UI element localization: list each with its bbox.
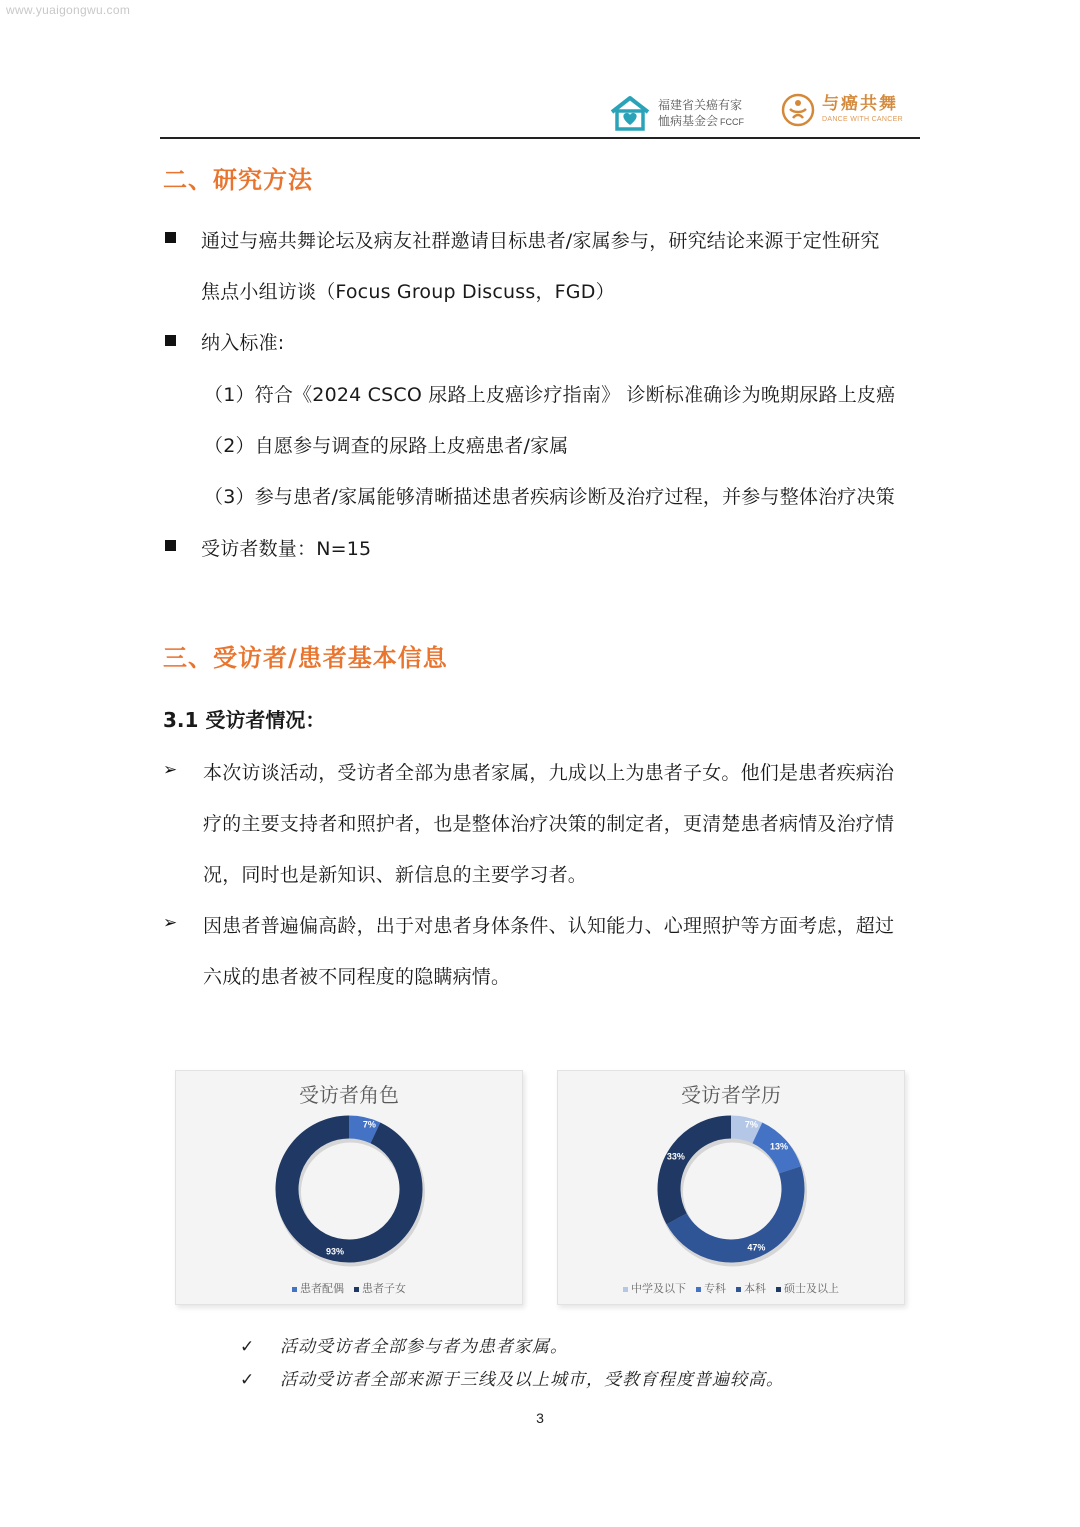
header-divider — [160, 137, 920, 139]
fccf-line2: 恤病基金会 — [658, 113, 719, 128]
chart-respondent-education — [557, 1070, 905, 1305]
legend-label: 硕士及以上 — [784, 1282, 839, 1295]
watermark: www.yuaigongwu.com — [6, 3, 131, 17]
chart-respondent-role — [175, 1070, 523, 1305]
legend-label: 患者配偶 — [300, 1282, 344, 1295]
legend-item — [623, 1280, 686, 1296]
subsection-title: 3.1 受访者情况： — [163, 708, 326, 732]
house-heart-icon — [608, 94, 652, 132]
legend-swatch — [623, 1287, 628, 1292]
respondent-count: 受访者数量：N=15 — [201, 538, 372, 560]
dance-with-cancer-logo — [780, 92, 903, 128]
check-mark-icon: ✓ — [240, 1370, 256, 1390]
bullet-square-icon — [165, 540, 176, 551]
para2-line-1: 因患者普遍偏高龄，出于对患者身体条件、认知能力、心理照护等方面考虑，超过 — [203, 915, 895, 937]
legend-swatch — [736, 1287, 741, 1292]
page-number: 3 — [536, 1410, 544, 1426]
arrow-bullet-icon: ➢ — [163, 913, 178, 933]
method-line-1: 通过与癌共舞论坛及病友社群邀请目标患者/家属参与，研究结论来源于定性研究 — [201, 230, 880, 252]
legend-swatch — [354, 1287, 359, 1292]
donut-label: 47% — [747, 1242, 766, 1253]
legend-label: 本科 — [744, 1282, 766, 1295]
donut-slice-患者子女 — [287, 1127, 411, 1251]
chart-legend-role — [176, 1280, 522, 1296]
note-2-text: 活动受访者全部来源于三线及以上城市，受教育程度普遍较高。 — [280, 1370, 784, 1390]
dwc-en: DANCE WITH CANCER — [822, 116, 903, 123]
para1-line-2: 疗的主要支持者和照护者，也是整体治疗决策的制定者，更清楚患者病情及治疗情 — [203, 813, 895, 835]
donut-label: 13% — [769, 1141, 789, 1152]
legend-swatch — [292, 1287, 297, 1292]
dwc-cn: 与癌共舞 — [822, 94, 898, 114]
page-header — [160, 88, 920, 138]
legend-label: 患者子女 — [362, 1282, 406, 1295]
check-mark-icon: ✓ — [240, 1337, 256, 1357]
legend-item — [292, 1280, 344, 1296]
legend-item — [696, 1280, 726, 1296]
legend-label: 专科 — [704, 1282, 726, 1295]
dance-figure-icon — [780, 92, 816, 128]
para1-line-3: 况，同时也是新知识、新信息的主要学习者。 — [203, 864, 588, 886]
chart-title-role: 受访者角色 — [299, 1083, 399, 1107]
section-title-methods: 二、研究方法 — [163, 166, 313, 194]
inclusion-criteria-label: 纳入标准: — [201, 332, 285, 354]
note-2 — [240, 1365, 784, 1390]
legend-item — [354, 1280, 406, 1296]
criteria-item-1: （1）符合《2024 CSCO 尿路上皮癌诊疗指南》 诊断标准确诊为晚期尿路上皮癌 — [204, 384, 896, 406]
fccf-logo — [608, 94, 744, 132]
legend-item — [776, 1280, 839, 1296]
criteria-item-3: （3）参与患者/家属能够清晰描述患者疾病诊断及治疗过程，并参与整体治疗决策 — [204, 486, 895, 508]
fccf-abbr: FCCF — [720, 116, 745, 127]
legend-swatch — [696, 1287, 701, 1292]
method-line-2: 焦点小组访谈（Focus Group Discuss，FGD） — [201, 281, 615, 303]
legend-item — [736, 1280, 766, 1296]
criteria-item-2: （2）自愿参与调查的尿路上皮癌患者/家属 — [204, 435, 569, 457]
section-title-respondents: 三、受访者/患者基本信息 — [163, 644, 448, 672]
chart-legend-education — [558, 1280, 904, 1296]
bullet-square-icon — [165, 335, 176, 346]
donut-label: 7% — [362, 1119, 376, 1130]
donut-label: 93% — [326, 1246, 345, 1257]
legend-swatch — [776, 1287, 781, 1292]
arrow-bullet-icon: ➢ — [163, 760, 178, 780]
para1-line-1: 本次访谈活动，受访者全部为患者家属，九成以上为患者子女。他们是患者疾病治 — [203, 762, 895, 784]
chart-title-education: 受访者学历 — [681, 1083, 781, 1107]
bullet-square-icon — [165, 232, 176, 243]
note-1 — [240, 1332, 568, 1357]
donut-label: 33% — [666, 1151, 685, 1162]
fccf-line1: 福建省关癌有家 — [658, 97, 743, 112]
legend-label: 中学及以下 — [631, 1282, 686, 1295]
donut-slice-本科 — [677, 1170, 793, 1251]
donut-label: 7% — [744, 1119, 758, 1130]
para2-line-2: 六成的患者被不同程度的隐瞒病情。 — [203, 966, 511, 988]
note-1-text: 活动受访者全部参与者为患者家属。 — [280, 1337, 568, 1357]
